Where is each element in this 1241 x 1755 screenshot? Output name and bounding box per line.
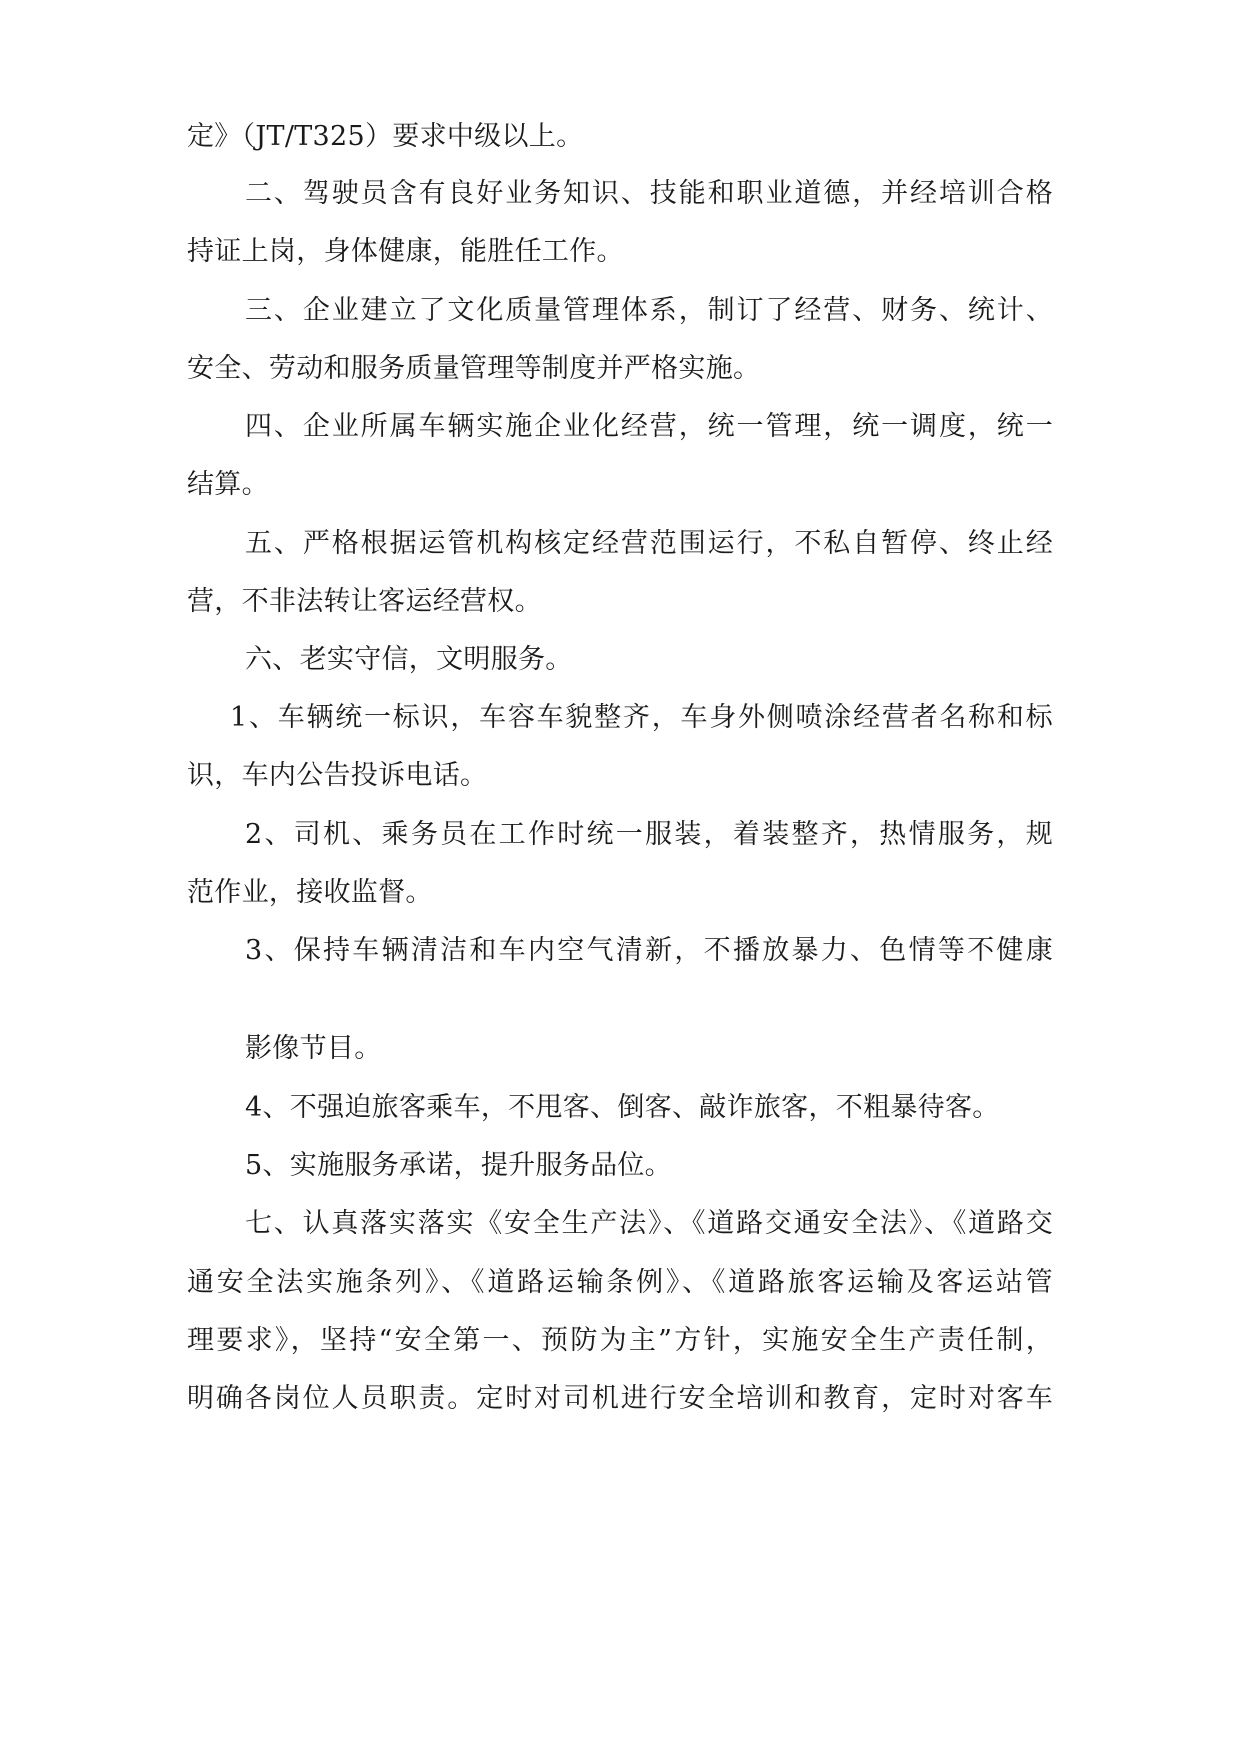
item-1-line-2: 识，车内公告投诉电话。 bbox=[187, 760, 488, 791]
paragraph-5-line-1: 五、严格根据运管机构核定经营范围运行，不私自暂停、终止经 bbox=[245, 528, 1053, 559]
item-5-line: 5、实施服务承诺，提升服务品位。 bbox=[245, 1150, 672, 1181]
item-2-line-2: 范作业，接收监督。 bbox=[187, 877, 433, 908]
paragraph-7-line-4: 明确各岗位人员职责。定时对司机进行安全培训和教育，定时对客车 bbox=[187, 1383, 1053, 1414]
paragraph-6-heading: 六、老实守信，文明服务。 bbox=[245, 644, 573, 675]
item-3-line-1: 3、保持车辆清洁和车内空气清新，不播放暴力、色情等不健康 bbox=[245, 935, 1053, 966]
paragraph-3-line-2: 安全、劳动和服务质量管理等制度并严格实施。 bbox=[187, 353, 761, 384]
item-2-line-1: 2、司机、乘务员在工作时统一服装，着装整齐，热情服务，规 bbox=[245, 819, 1053, 850]
paragraph-7-line-2: 通安全法实施条列》、《道路运输条例》、《道路旅客运输及客运站管 bbox=[187, 1267, 1053, 1298]
paragraph-7-line-3: 理要求》，坚持“安全第一、预防为主”方针，实施安全生产责任制， bbox=[187, 1325, 1053, 1356]
paragraph-3-line-1: 三、企业建立了文化质量管理体系，制订了经营、财务、统计、 bbox=[245, 295, 1053, 326]
item-1-line-1: 1、车辆统一标识，车容车貌整齐，车身外侧喷涂经营者名称和标 bbox=[230, 702, 1053, 733]
paragraph-4-line-1: 四、企业所属车辆实施企业化经营，统一管理，统一调度，统一 bbox=[245, 411, 1053, 442]
paragraph-7-line-1: 七、认真落实落实《安全生产法》、《道路交通安全法》、《道路交 bbox=[245, 1208, 1053, 1239]
paragraph-2-line-1: 二、驾驶员含有良好业务知识、技能和职业道德，并经培训合格 bbox=[245, 178, 1053, 209]
paragraph-4-line-2: 结算。 bbox=[187, 469, 269, 500]
item-4-line: 4、不强迫旅客乘车，不甩客、倒客、敲诈旅客，不粗暴待客。 bbox=[245, 1092, 1000, 1123]
paragraph-2-line-2: 持证上岗，身体健康，能胜任工作。 bbox=[187, 236, 624, 267]
item-3-line-2: 影像节目。 bbox=[245, 1033, 382, 1064]
paragraph-5-line-2: 营，不非法转让客运经营权。 bbox=[187, 586, 542, 617]
text-line: 定》（JT/T325）要求中级以上。 bbox=[187, 121, 584, 152]
